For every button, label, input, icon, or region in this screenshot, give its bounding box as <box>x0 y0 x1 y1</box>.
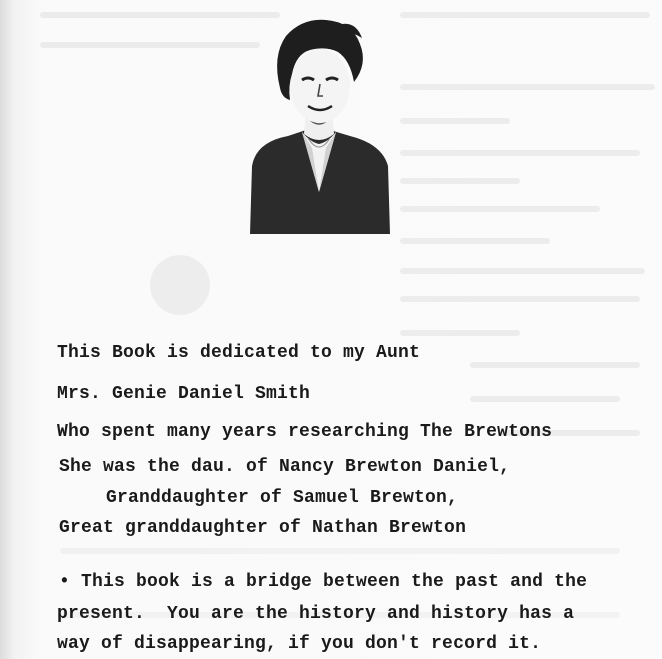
dedication-name-line: Mrs. Genie Daniel Smith <box>57 384 311 404</box>
quote-line: way of disappearing, if you don't record it. <box>57 634 542 654</box>
dedication-line: Who spent many years researching The Brewtons <box>57 422 553 442</box>
quote-line: • This book is a bridge between the past and the <box>59 572 588 592</box>
quote-line: present. You are the history and history has a <box>57 604 575 624</box>
dedication-line: Granddaughter of Samuel Brewton, <box>106 488 459 508</box>
dedication-line: She was the dau. of Nancy Brewton Daniel, <box>59 457 511 477</box>
dedication-line: This Book is dedicated to my Aunt <box>57 343 421 363</box>
dedication-line: Great granddaughter of Nathan Brewton <box>59 518 467 538</box>
